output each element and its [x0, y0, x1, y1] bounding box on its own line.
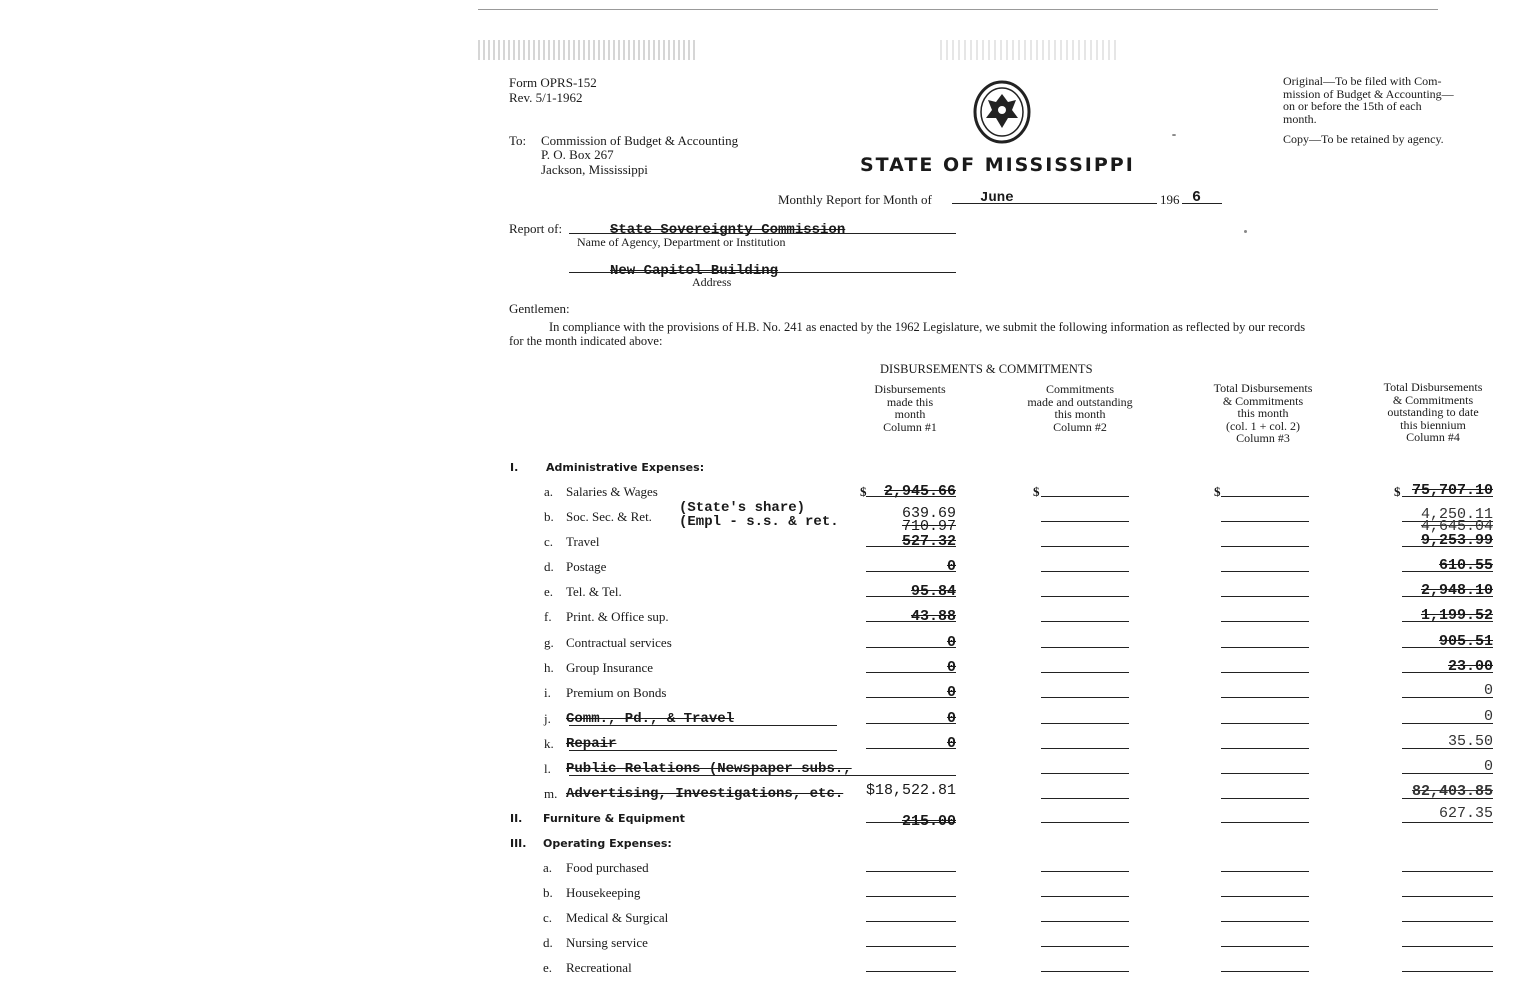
row-label: Repair	[566, 736, 617, 752]
col1-value: 0	[946, 558, 956, 575]
op-col1-line	[866, 971, 956, 972]
column-3-header: Total Disbursements & Commitments this month (col. 1 + col. 2) Column #3	[1213, 381, 1313, 445]
op-col3-line	[1221, 871, 1309, 872]
report-of-label: Report of:	[509, 221, 563, 236]
row-letter: l.	[544, 761, 551, 776]
agency-value: State Sovereignty Commission	[610, 222, 846, 238]
state-seal-icon	[972, 80, 1032, 144]
year-suffix: 6	[1192, 189, 1202, 206]
state-title: STATE OF MISSISSIPPI	[860, 154, 1135, 176]
op-col3-line	[1221, 921, 1309, 922]
op-col4-line	[1402, 971, 1493, 972]
op-col2-line	[1041, 921, 1129, 922]
col2-line	[1041, 723, 1129, 724]
col3-line	[1221, 697, 1309, 698]
column-4-header: Total Disbursements & Commitments outstanding to date this biennium Column #4	[1383, 380, 1483, 444]
op-row-letter: d.	[543, 935, 553, 950]
col4-value: 1,199.52	[1420, 607, 1493, 624]
column-1-header: Disbursements made this month Column #1	[874, 382, 946, 434]
col2-line	[1041, 672, 1129, 673]
col4-value: 82,403.85	[1411, 783, 1493, 800]
col3-line-a	[1221, 496, 1309, 497]
dollar-sign: $	[1214, 484, 1221, 499]
col1-line-a	[866, 496, 956, 497]
op-col3-line	[1221, 896, 1309, 897]
col4-value: 75,707.10	[1411, 482, 1493, 499]
section-2-number: II.	[510, 812, 523, 825]
col2-line	[1041, 773, 1129, 774]
dollar-sign: $	[1394, 484, 1401, 499]
col1-value-empl: 710.97	[901, 518, 956, 535]
col1-value: 0	[946, 659, 956, 676]
row-label: Group Insurance	[566, 660, 653, 675]
col1-value: 0	[946, 735, 956, 752]
form-number: Form OPRS-152	[509, 75, 597, 90]
col1-value: 527.32	[901, 533, 956, 550]
row-label: Comm., Pd., & Travel	[566, 711, 735, 727]
section-2-col2-line	[1041, 822, 1129, 823]
col4-value: 0	[1483, 758, 1493, 775]
row-letter: g.	[544, 635, 554, 650]
op-row-label: Medical & Surgical	[566, 910, 669, 925]
col3-line	[1221, 571, 1309, 572]
op-row-label: Nursing service	[566, 935, 648, 950]
col4-value: 9,253.99	[1420, 532, 1493, 549]
row-label: Advertising, Investigations, etc.	[566, 786, 844, 802]
op-col2-line	[1041, 896, 1129, 897]
row-label: Print. & Office sup.	[566, 609, 669, 624]
op-col2-line	[1041, 871, 1129, 872]
scan-smudge	[478, 40, 698, 60]
row-label: Salaries & Wages	[566, 484, 658, 499]
col3-line	[1221, 596, 1309, 597]
section-2-col3-line	[1221, 822, 1309, 823]
col3-line	[1221, 723, 1309, 724]
row-label: Soc. Sec. & Ret.	[566, 509, 652, 524]
col4-value: 4,250.11	[1420, 506, 1493, 523]
row-label: Premium on Bonds	[566, 685, 667, 700]
row-letter: d.	[544, 559, 554, 574]
col4-value: 2,948.10	[1420, 582, 1493, 599]
row-letter: e.	[544, 584, 554, 599]
col3-line	[1221, 773, 1309, 774]
op-col1-line	[866, 896, 956, 897]
table-title: DISBURSEMENTS & COMMITMENTS	[880, 362, 1093, 376]
col3-line	[1221, 748, 1309, 749]
col1-value: 0	[946, 710, 956, 727]
row-letter: i.	[544, 685, 551, 700]
col4-value: 23.00	[1447, 658, 1493, 675]
original-note: Original—To be filed with Com- mission of Budget & Accounting— on or before the 15th of each month.	[1283, 74, 1454, 126]
row-label: Public Relations (Newspaper subs.,	[566, 761, 852, 777]
row-letter: j.	[544, 711, 551, 726]
month-value: June	[980, 190, 1014, 206]
op-col2-line	[1041, 971, 1129, 972]
row-label: Contractual services	[566, 635, 672, 650]
scan-speck	[1244, 230, 1247, 233]
scan-smudge	[940, 40, 1120, 60]
copy-note: Copy—To be retained by agency.	[1283, 132, 1444, 146]
row-label-line	[569, 775, 956, 776]
col1-value: 2,945.66	[883, 483, 956, 500]
op-col1-line	[866, 921, 956, 922]
col2-line-a	[1041, 496, 1129, 497]
col3-line	[1221, 647, 1309, 648]
row-letter: f.	[544, 609, 552, 624]
col4-value: 0	[1483, 708, 1493, 725]
op-col3-line	[1221, 971, 1309, 972]
col2-line	[1041, 621, 1129, 622]
dollar-sign: $	[1033, 484, 1040, 499]
year-prefix: 196	[1160, 192, 1180, 207]
col4-value: 905.51	[1438, 633, 1493, 650]
section-3-label: Operating Expenses:	[543, 837, 672, 850]
op-row-label: Food purchased	[566, 860, 649, 875]
col1-value: 639.69	[901, 505, 956, 522]
soc-note-empl: (Empl - s.s. & ret.	[679, 514, 839, 530]
section-2-col4-line	[1402, 822, 1493, 823]
col2-line	[1041, 596, 1129, 597]
op-row-letter: b.	[543, 885, 553, 900]
col1-value: 0	[946, 684, 956, 701]
col3-line	[1221, 546, 1309, 547]
row-letter: k.	[544, 736, 554, 751]
op-col4-line	[1402, 921, 1493, 922]
col2-line	[1041, 798, 1129, 799]
col3-line	[1221, 798, 1309, 799]
to-line-2: P. O. Box 267	[541, 147, 614, 162]
op-row-label: Housekeeping	[566, 885, 641, 900]
col2-line	[1041, 748, 1129, 749]
op-row-letter: c.	[543, 910, 553, 925]
col2-line	[1041, 571, 1129, 572]
op-row-label: Recreational	[566, 960, 632, 975]
op-col1-line	[866, 871, 956, 872]
col2-line	[1041, 697, 1129, 698]
col4-value: 0	[1483, 682, 1493, 699]
to-label: To:	[509, 133, 527, 148]
row-letter: m.	[544, 786, 558, 801]
row-letter: h.	[544, 660, 554, 675]
col2-line	[1041, 521, 1129, 522]
monthly-label: Monthly Report for Month of	[778, 192, 932, 207]
to-line-1: Commission of Budget & Accounting	[541, 133, 739, 148]
column-2-header: Commitments made and outstanding this month Column #2	[1027, 382, 1133, 434]
section-1-number: I.	[510, 461, 519, 474]
body-line-1: In compliance with the provisions of H.B. No. 241 as enacted by the 1962 Legislature, we submit the following information as reflected by our records	[549, 320, 1306, 334]
agency-caption: Name of Agency, Department or Institution	[577, 235, 786, 249]
col3-line	[1221, 621, 1309, 622]
col1-value: 43.88	[910, 608, 956, 625]
op-col3-line	[1221, 946, 1309, 947]
col3-line	[1221, 521, 1309, 522]
col4-value: 35.50	[1447, 733, 1493, 750]
op-col4-line	[1402, 871, 1493, 872]
scan-speck	[1172, 134, 1176, 136]
dollar-sign: $	[860, 484, 867, 499]
soc-note-state: (State's share)	[679, 500, 806, 516]
col1-value: $18,522.81	[865, 782, 956, 799]
col2-line	[1041, 647, 1129, 648]
address-value: New Capitol Building	[610, 263, 779, 279]
op-row-letter: a.	[543, 860, 553, 875]
year-field-line	[1182, 203, 1222, 204]
col1-value: 95.84	[910, 583, 956, 600]
op-col2-line	[1041, 946, 1129, 947]
col4-value-empl: 4,645.04	[1420, 518, 1493, 535]
form-revision: Rev. 5/1-1962	[509, 90, 583, 105]
row-letter: b.	[544, 509, 554, 524]
col2-line	[1041, 546, 1129, 547]
row-letter: c.	[544, 534, 554, 549]
row-label-line	[569, 725, 837, 726]
section-1-label: Administrative Expenses:	[546, 461, 705, 474]
op-col1-line	[866, 946, 956, 947]
row-letter: a.	[544, 484, 554, 499]
section-3-number: III.	[510, 837, 527, 850]
row-label: Postage	[566, 559, 607, 574]
section-2-col4-value: 627.35	[1438, 805, 1493, 822]
scan-edge-line	[478, 9, 1438, 10]
section-2-col1-value: 215.00	[901, 813, 956, 830]
op-col4-line	[1402, 896, 1493, 897]
col3-line	[1221, 672, 1309, 673]
row-label: Tel. & Tel.	[566, 584, 622, 599]
col4-value: 610.55	[1438, 557, 1493, 574]
op-row-letter: e.	[543, 960, 553, 975]
row-label-line	[569, 750, 837, 751]
salutation: Gentlemen:	[509, 301, 570, 316]
op-col4-line	[1402, 946, 1493, 947]
col1-value: 0	[946, 634, 956, 651]
section-2-label: Furniture & Equipment	[543, 812, 685, 825]
body-line-2: for the month indicated above:	[509, 334, 663, 348]
address-caption: Address	[692, 275, 732, 289]
to-line-3: Jackson, Mississippi	[541, 162, 648, 177]
row-label: Travel	[566, 534, 600, 549]
